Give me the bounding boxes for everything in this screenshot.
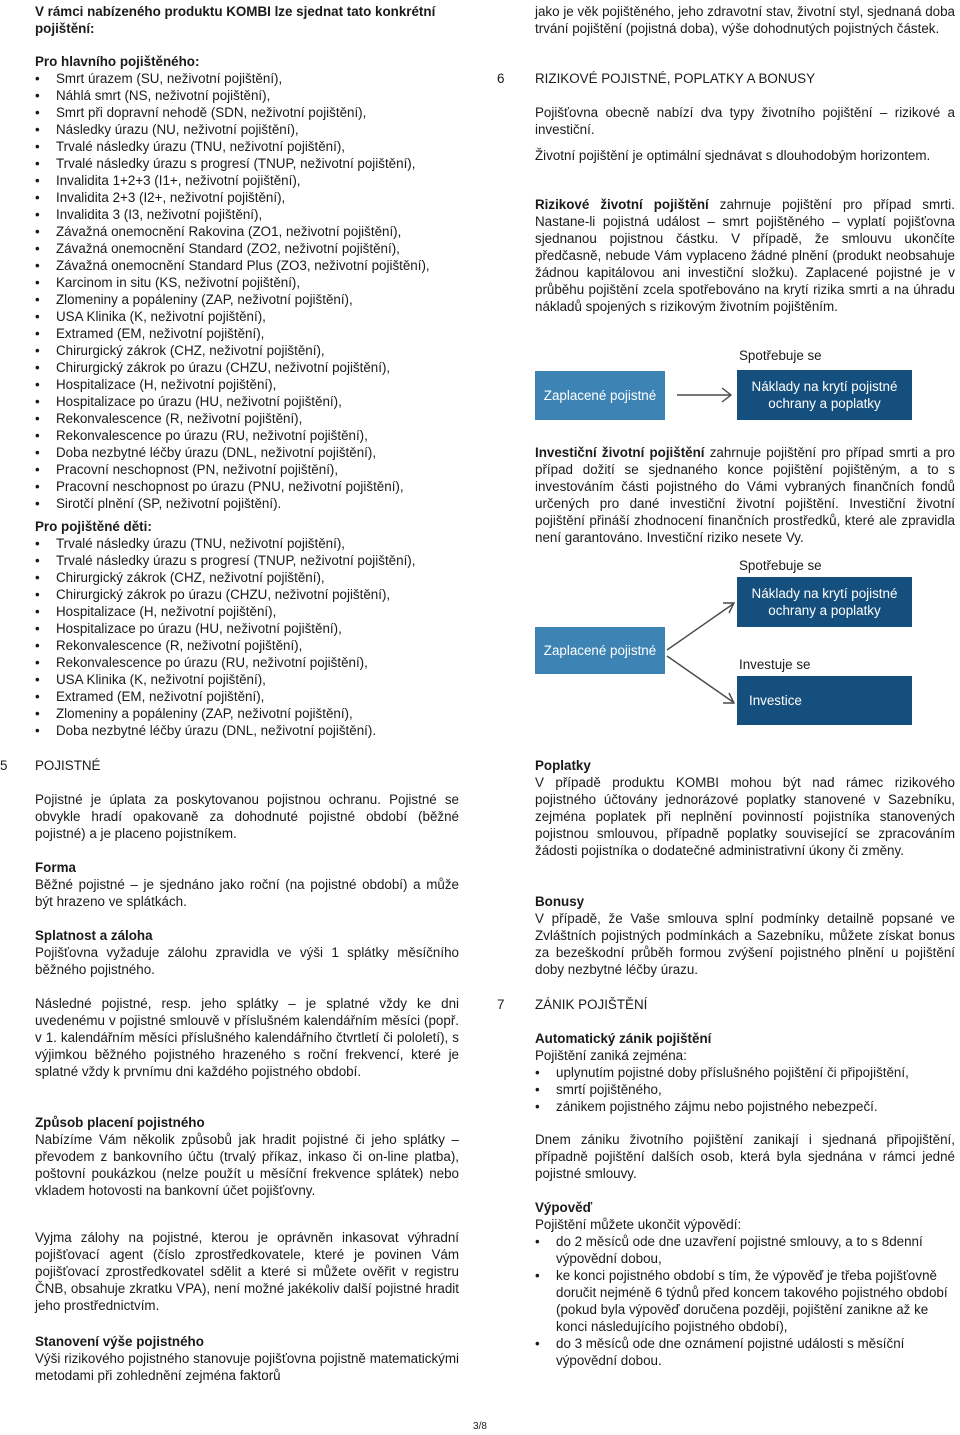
main-insured-item: • Invalidita 1+2+3 (I1+, neživotní pojištění), bbox=[35, 172, 475, 189]
main-insured-item: • Rekonvalescence (R, neživotní pojištění), bbox=[35, 410, 475, 427]
risk-insurance-paragraph bbox=[535, 196, 955, 315]
main-insured-item: • Karcinom in situ (KS, neživotní pojištění), bbox=[35, 274, 475, 291]
main-insured-item: • Chirurgický zákrok (CHZ, neživotní pojištění), bbox=[35, 342, 475, 359]
section-6-paragraph-2: Životní pojištění je optimální sjednávat s dlouhodobým horizontem. bbox=[535, 148, 931, 163]
zpusob-paragraph-2: Vyjma zálohy na pojistné, kterou je oprávněn inkasovat výhradní pojišťovací agent (číslo zprostředkovatele, které je povinen Vám pojišťovací zprostředkovatel sdělit a které si můžete ověřit v registru ČNB, obsahuje zkratku VPA), není možné jakékoliv další pojistné hradit jeho prostřednictvím. bbox=[35, 1230, 459, 1313]
children-item: • Zlomeniny a popáleniny (ZAP, neživotní pojištění), bbox=[35, 705, 475, 722]
risk-insurance-text: zahrnuje pojištění pro případ smrti. Nastane-li pojistná událost – smrt pojištěného – vyplatí pojišťovna sjednanou pojistnou částku. V případě, že smlouvu ukončíte předčasně, nebude Vám vyplaceno žádné plnění (produkt neobsahuje žádnou kapitálovou ani investiční složku). Zaplacené pojistné je v průběhu pojištění zcela spotřebováno na krytí rizika smrti a na úhradu nákladů spojených s rizikovým životním pojištěním. bbox=[535, 197, 955, 314]
section-5-paragraph: Pojistné je úplata za poskytovanou pojistnou ochranu. Pojistné se obvykle hradí opakovaně za dohodnuté pojistné období (běžné pojistné) a je placeno pojistníkem. bbox=[35, 792, 459, 841]
splatnost-heading: Splatnost a záloha bbox=[35, 928, 153, 943]
investment-paid-premium-box: Zaplacené pojistné bbox=[535, 627, 665, 674]
investment-insurance-paragraph bbox=[535, 444, 955, 546]
notice-item: • do 3 měsíců ode dne oznámení pojistné události s měsíční výpovědní dobou. bbox=[535, 1335, 955, 1369]
investment-insurance-term: Investiční životní pojištění bbox=[535, 445, 705, 460]
main-insured-item: • Následky úrazu (NU, neživotní pojištění), bbox=[35, 121, 475, 138]
investment-consumed-label: Spotřebuje se bbox=[739, 558, 822, 573]
main-insured-item: • Rekonvalescence po úrazu (RU, neživotní pojištění), bbox=[35, 427, 475, 444]
children-item: • Rekonvalescence po úrazu (RU, neživotní pojištění), bbox=[35, 654, 475, 671]
bonus-heading: Bonusy bbox=[535, 894, 585, 909]
page-number: 3/8 bbox=[473, 1421, 487, 1432]
splatnost-paragraph-2: Následné pojistné, resp. jeho splátky – je splatné vždy ke dni uvedenému v pojistné smlouvě v příslušném kalendářním měsíci (popř. v 1. kalendářním měsíci příslušného kalendářního čtvrtletí či pololetí), s výjimkou běžného pojistného hrazeného s roční frekvencí, které je splatné vždy k prvnímu dni každého pojistného období. bbox=[35, 996, 459, 1079]
notice-item: • ke konci pojistného období s tím, že výpověď je třeba pojišťovně doručit nejméně 6 týdnů před koncem takového pojistného období (pokud byla výpověď doručena později, pojištění zanikne až ke konci následujícího pojistného období), bbox=[535, 1267, 955, 1335]
children-item: • Chirurgický zákrok (CHZ, neživotní pojištění), bbox=[35, 569, 475, 586]
main-insured-item: • Pracovní neschopnost po úrazu (PNU, neživotní pojištění), bbox=[35, 478, 475, 495]
investment-box: Investice bbox=[737, 676, 912, 725]
notice-intro: Pojištění můžete ukončit výpovědí: bbox=[535, 1217, 742, 1232]
children-item: • Trvalé následky úrazu s progresí (TNUP, neživotní pojištění), bbox=[35, 552, 475, 569]
investment-insurance-text: zahrnuje pojištění pro případ smrti a pro případ dožití se sjednaného konce pojištění pojištěným, a to s investováním části pojistného do Vámi vybraných finančních fondů určených pro dané investiční životní pojištění. Investiční životní pojištění přináší zhodnocení finančních prostředků, které ale zpravidla není garantováno. Investiční riziko nesete Vy. bbox=[535, 445, 955, 545]
main-insured-item: • USA Klinika (K, neživotní pojištění), bbox=[35, 308, 475, 325]
main-insured-item: • Invalidita 2+3 (I2+, neživotní pojištění), bbox=[35, 189, 475, 206]
section-7-title: ZÁNIK POJIŠTĚNÍ bbox=[535, 997, 648, 1012]
investment-arrows-icon bbox=[665, 590, 740, 720]
zpusob-paragraph-1: Nabízíme Vám několik způsobů jak hradit pojistné či jeho splátky – převodem z bankovního účtu (trvalý příkaz, inkaso či on-line platba), poštovní poukázkou (nelze použít u měsíční frekvence splátek) nebo vkladem hotovosti na bankovní účet pojišťovny. bbox=[35, 1132, 459, 1198]
children-item: • USA Klinika (K, neživotní pojištění), bbox=[35, 671, 475, 688]
children-item: • Chirurgický zákrok po úrazu (CHZU, neživotní pojištění), bbox=[35, 586, 475, 603]
fees-paragraph: V případě produktu KOMBI mohou být nad rámec rizikového pojistného účtovány jednorázové poplatky stanovené v Sazebníku, zejména poplatek při neplnění povinností pojistníka stanovených pojistnou smlouvou, případně poplatky související se zpracováním žádosti pojistníka o dodatečné administrativní úkony či změny. bbox=[535, 775, 955, 858]
children-item: • Doba nezbytné léčby úrazu (DNL, neživotní pojištění). bbox=[35, 722, 475, 739]
main-insured-item: • Náhlá smrt (NS, neživotní pojištění), bbox=[35, 87, 475, 104]
children-item: • Trvalé následky úrazu (TNU, neživotní pojištění), bbox=[35, 535, 475, 552]
auto-termination-list bbox=[535, 1064, 955, 1115]
risk-paid-premium-box: Zaplacené pojistné bbox=[535, 371, 665, 420]
auto-termination-heading: Automatický zánik pojištění bbox=[535, 1031, 712, 1046]
investment-costs-box: Náklady na krytí pojistné ochrany a poplatky bbox=[737, 577, 912, 627]
main-insured-item: • Zlomeniny a popáleniny (ZAP, neživotní pojištění), bbox=[35, 291, 475, 308]
main-insured-heading: Pro hlavního pojištěného: bbox=[35, 54, 200, 69]
auto-termination-item: • smrtí pojištěného, bbox=[535, 1081, 955, 1098]
splatnost-paragraph-1: Pojišťovna vyžaduje zálohu zpravidla ve výši 1 splátky měsíčního běžného pojistného. bbox=[35, 945, 459, 977]
main-insured-item: • Smrt úrazem (SU, neživotní pojištění), bbox=[35, 70, 475, 87]
section-5-number: 5 bbox=[0, 758, 8, 773]
stanoveni-heading: Stanovení výše pojistného bbox=[35, 1334, 204, 1349]
notice-heading: Výpověď bbox=[535, 1200, 593, 1215]
risk-consumed-label: Spotřebuje se bbox=[739, 348, 822, 363]
section-5-title: POJISTNÉ bbox=[35, 758, 101, 773]
children-item: • Rekonvalescence (R, neživotní pojištění), bbox=[35, 637, 475, 654]
forma-paragraph: Běžné pojistné – je sjednáno jako roční (na pojistné období) a může být hrazeno ve splátkách. bbox=[35, 877, 459, 909]
auto-termination-paragraph: Dnem zániku životního pojištění zanikají i sjednaná připojištění, případně pojištění dalších osob, která byla sjednána v rámci jedné pojistné smlouvy. bbox=[535, 1132, 955, 1181]
continuation-paragraph: jako je věk pojištěného, jeho zdravotní stav, životní styl, sjednaná doba trvání pojištění (pojistná doba), výše dohodnutých pojistných částek. bbox=[535, 4, 955, 36]
investment-invested-label: Investuje se bbox=[739, 657, 811, 672]
auto-termination-intro: Pojištění zaniká zejména: bbox=[535, 1048, 687, 1063]
risk-insurance-term: Rizikové životní pojištění bbox=[535, 197, 709, 212]
main-insured-item: • Extramed (EM, neživotní pojištění), bbox=[35, 325, 475, 342]
main-insured-item: • Závažná onemocnění Standard (ZO2, neživotní pojištění), bbox=[35, 240, 475, 257]
risk-costs-box: Náklady na krytí pojistné ochrany a poplatky bbox=[737, 370, 912, 420]
risk-flow-diagram bbox=[535, 340, 955, 420]
bonus-paragraph: V případě, že Vaše smlouva splní podmínky detailně popsané ve Zvláštních pojistných podmínkách a Sazebníku, můžete získat bonus za bezeškodní průběh formou zvýšení pojistného plnění u pojištění doby nezbytné léčby úrazu. bbox=[535, 911, 955, 977]
main-insured-item: • Závažná onemocnění Standard Plus (ZO3, neživotní pojištění), bbox=[35, 257, 475, 274]
children-item: • Hospitalizace (H, neživotní pojištění), bbox=[35, 603, 475, 620]
section-6-title: RIZIKOVÉ POJISTNÉ, POPLATKY A BONUSY bbox=[535, 71, 816, 86]
section-6-paragraph-1: Pojišťovna obecně nabízí dva typy životního pojištění – rizikové a investiční. bbox=[535, 105, 955, 137]
fees-heading: Poplatky bbox=[535, 758, 591, 773]
main-insured-item: • Hospitalizace po úrazu (HU, neživotní pojištění), bbox=[35, 393, 475, 410]
main-insured-item: • Hospitalizace (H, neživotní pojištění), bbox=[35, 376, 475, 393]
forma-heading: Forma bbox=[35, 860, 76, 875]
risk-arrow-icon bbox=[675, 385, 735, 405]
auto-termination-item: • zánikem pojistného zájmu nebo pojistného nebezpečí. bbox=[535, 1098, 955, 1115]
zpusob-heading: Způsob placení pojistného bbox=[35, 1115, 205, 1130]
children-item: • Extramed (EM, neživotní pojištění), bbox=[35, 688, 475, 705]
main-insured-item: • Trvalé následky úrazu s progresí (TNUP, neživotní pojištění), bbox=[35, 155, 475, 172]
investment-flow-diagram bbox=[535, 550, 955, 725]
notice-list bbox=[535, 1233, 955, 1369]
main-insured-item: • Trvalé následky úrazu (TNU, neživotní pojištění), bbox=[35, 138, 475, 155]
main-insured-list bbox=[35, 70, 475, 512]
notice-item: • do 2 měsíců ode dne uzavření pojistné smlouvy, a to s 8denní výpovědní dobou, bbox=[535, 1233, 955, 1267]
children-item: • Hospitalizace po úrazu (HU, neživotní pojištění), bbox=[35, 620, 475, 637]
main-insured-item: • Chirurgický zákrok po úrazu (CHZU, neživotní pojištění), bbox=[35, 359, 475, 376]
intro-text: V rámci nabízeného produktu KOMBI lze sjednat tato konkrétní pojištění: bbox=[35, 4, 436, 36]
main-insured-item: • Sirotčí plnění (SP, neživotní pojištění). bbox=[35, 495, 475, 512]
main-insured-item: • Závažná onemocnění Rakovina (ZO1, neživotní pojištění), bbox=[35, 223, 475, 240]
main-insured-item: • Pracovní neschopnost (PN, neživotní pojištění), bbox=[35, 461, 475, 478]
main-insured-item: • Invalidita 3 (I3, neživotní pojištění), bbox=[35, 206, 475, 223]
section-7-number: 7 bbox=[497, 997, 505, 1012]
section-6-number: 6 bbox=[497, 71, 505, 86]
children-list bbox=[35, 535, 475, 739]
main-insured-item: • Doba nezbytné léčby úrazu (DNL, neživotní pojištění), bbox=[35, 444, 475, 461]
auto-termination-item: • uplynutím pojistné doby příslušného pojištění či připojištění, bbox=[535, 1064, 955, 1081]
main-insured-item: • Smrt při dopravní nehodě (SDN, neživotní pojištění), bbox=[35, 104, 475, 121]
stanoveni-paragraph: Výši rizikového pojistného stanovuje pojišťovna pojistně matematickými metodami při zohlednění zejména faktorů bbox=[35, 1351, 459, 1383]
children-heading: Pro pojištěné děti: bbox=[35, 519, 152, 534]
